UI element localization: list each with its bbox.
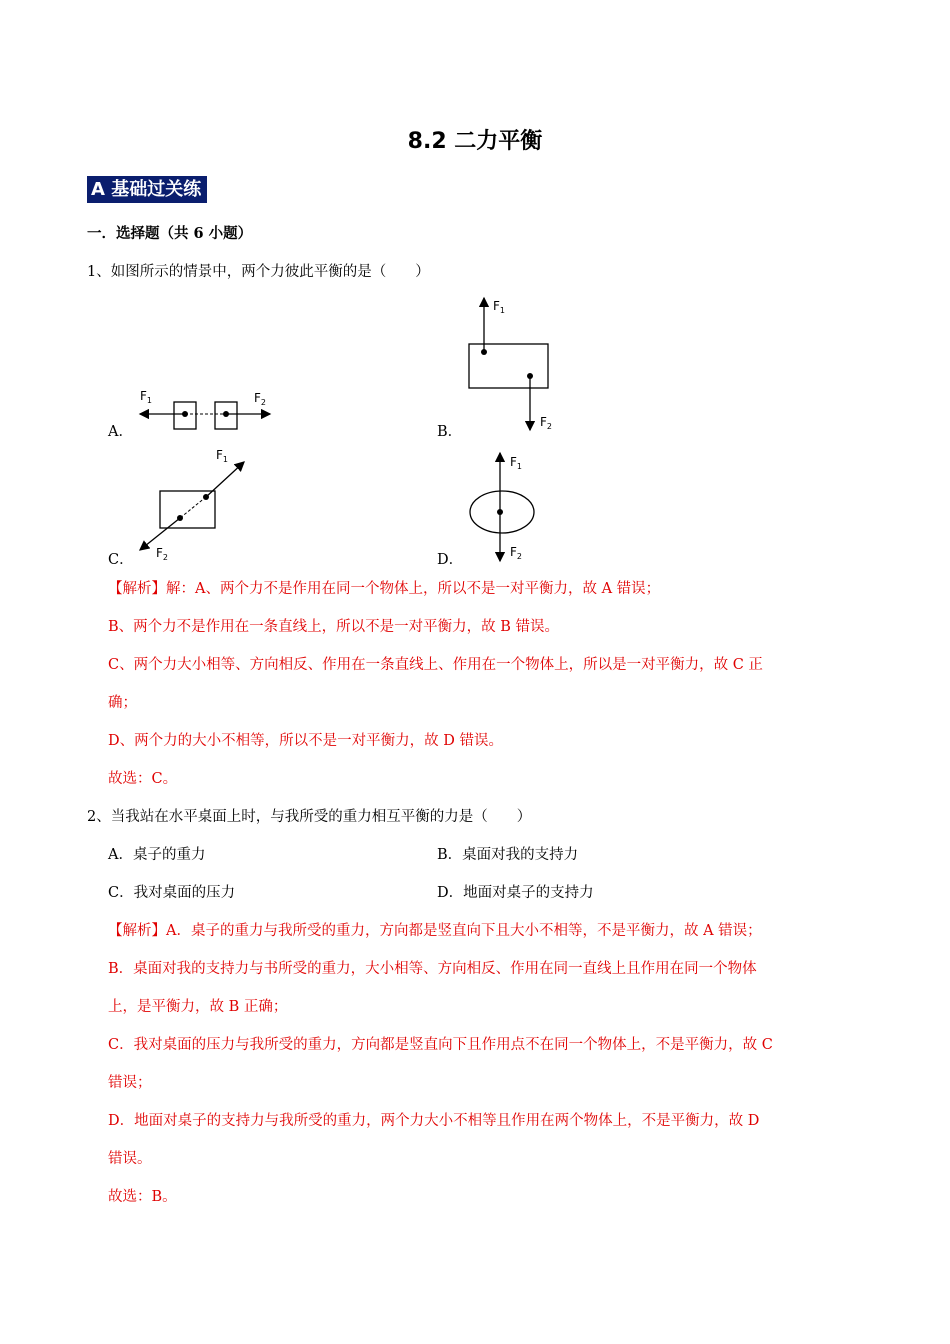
label-f2: $F_2$	[254, 391, 266, 407]
q2-analysis-line: D．地面对桌子的支持力与我所受的重力，两个力大小不相等且作用在两个物体上，不是平衡力，故 D	[108, 1113, 760, 1129]
label-f2: $F_2$	[156, 546, 168, 562]
q2-option-a: A．桌子的重力	[108, 847, 206, 863]
label-f1: $F_1$	[216, 448, 228, 464]
q1-analysis-line: 确；	[108, 695, 137, 711]
q2-analysis-line: B．桌面对我的支持力与书所受的重力，大小相等、方向相反、作用在同一直线上且作用在同一个物体	[108, 961, 757, 977]
q2-option-d: D．地面对桌子的支持力	[437, 885, 594, 901]
q2-analysis-line: 错误；	[108, 1075, 152, 1091]
q1-answer: 故选：C。	[108, 771, 178, 787]
q2-analysis-line: 错误。	[108, 1151, 152, 1167]
q2-answer: 故选：B。	[108, 1189, 177, 1205]
section-badge: A 基础过关练	[87, 176, 207, 203]
q1-figure-c	[128, 445, 258, 563]
label-f1: $F_1$	[510, 455, 522, 471]
q2-stem: 2、当我站在水平桌面上时，与我所受的重力相互平衡的力是（ ）	[87, 809, 532, 825]
q1-option-b-label: B．	[437, 424, 463, 440]
label-f2: $F_2$	[510, 545, 522, 561]
q1-analysis-line: C、两个力大小相等、方向相反、作用在一条直线上、作用在一个物体上，所以是一对平衡力，故 C 正	[108, 657, 763, 673]
q2-analysis-line: 【解析】A．桌子的重力与我所受的重力，方向都是竖直向下且大小不相等，不是平衡力，故 A 错误；	[108, 923, 762, 939]
q1-option-c-label: C．	[108, 552, 134, 568]
q1-stem: 1、如图所示的情景中，两个力彼此平衡的是（ ）	[87, 264, 430, 280]
box	[469, 344, 548, 388]
q1-analysis-line: D、两个力的大小不相等，所以不是一对平衡力，故 D 错误。	[108, 733, 503, 749]
q1-option-a-label: A．	[108, 424, 133, 440]
q2-option-c: C．我对桌面的压力	[108, 885, 236, 901]
q1-option-d-label: D．	[437, 552, 464, 568]
q2-analysis-line: C．我对桌面的压力与我所受的重力，方向都是竖直向下且作用点不在同一个物体上，不是平衡力，故 C	[108, 1037, 773, 1053]
q1-analysis-line: 【解析】解：A、两个力不是作用在同一个物体上，所以不是一对平衡力，故 A 错误；	[108, 581, 661, 597]
label-f1: $F_1$	[493, 299, 505, 315]
q1-figure-b	[460, 292, 570, 437]
part-header: 一．选择题（共 6 小题）	[87, 225, 253, 242]
page-title: 8.2 二力平衡	[407, 129, 543, 154]
q2-option-b: B．桌面对我的支持力	[437, 847, 579, 863]
q1-figure-a	[128, 380, 278, 435]
q1-analysis-line: B、两个力不是作用在一条直线上，所以不是一对平衡力，故 B 错误。	[108, 619, 560, 635]
label-f1: $F_1$	[140, 389, 152, 405]
q2-analysis-line: 上，是平衡力，故 B 正确；	[108, 999, 288, 1015]
label-f2: $F_2$	[540, 415, 552, 431]
arrow-f1	[206, 462, 244, 497]
q1-figure-d	[462, 448, 552, 566]
